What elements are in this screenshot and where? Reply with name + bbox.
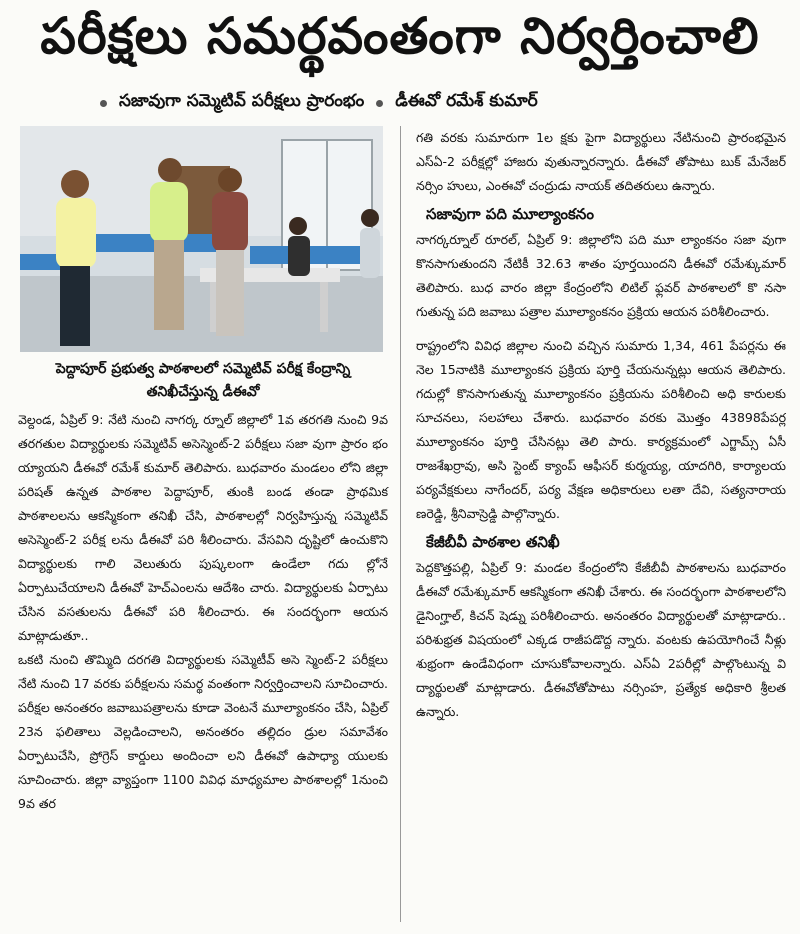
headline: పరీక్షలు సమర్థవంతంగా నిర్వర్తించాలి bbox=[40, 7, 760, 65]
deck-right: డీఈవో రమేశ్ కుమార్ bbox=[395, 91, 538, 111]
column-divider bbox=[400, 126, 401, 922]
right-column bbox=[416, 126, 786, 724]
paragraph: గతి వరకు సుమారుగా 1ల క్షకు పైగా విద్యార్థులు నేటినుంచి ప్రారంభమైన ఎస్ఏ-2 పరీక్షల్లో హాజరు వుతున్నారన్నారు. డీఈవో తోపాటు బుక్ మేనేజర్ నర్సిం హులు, ఎంఈవో చంద్రుడు నాయక్ తదితరులు ఉన్నారు. bbox=[416, 130, 786, 193]
bullet-icon bbox=[100, 100, 107, 107]
bullet-icon bbox=[376, 100, 383, 107]
left-column bbox=[18, 408, 388, 816]
news-photo bbox=[20, 126, 383, 352]
paragraph-gap bbox=[416, 324, 786, 334]
subheading: కేజీబీవీ పాఠశాల తనిఖీ bbox=[426, 533, 560, 551]
photo-caption: పెద్దాపూర్ ప్రభుత్వ పాఠశాలలో సమ్మెటివ్ పరీక్ష కేంద్రాన్ని తనిఖీచేస్తున్న డీఈవో bbox=[55, 361, 351, 400]
classroom-photo-illustration bbox=[20, 126, 383, 352]
paragraph: ఒకటి నుంచి తొమ్మిది దరగతి విద్యార్థులకు సమ్మెటీవ్ అసె స్మెంట్-2 పరీక్షలు నేటి నుంచి 17 వరకు పరీక్షలను సమర్థ వంతంగా నిర్వర్తించాలని సూచించారు. పరీక్షల అనంతరం జవాబుపత్రాలను కూడా వెంటనే మూల్యాంకనం చేసి, ఏప్రిల్ 23న ఫలితాలు వెల్లడించాలని, అనంతరం తల్లిదం డ్రుల సమావేశం ఏర్పాటుచేసి, ప్రోగ్రెస్ కార్డులు అందించా లని డీఈవో ఉపాధ్యా యులకు సూచించారు. జిల్లా వ్యాప్తంగా 1100 వివిధ మాధ్యమాల పాఠశాలల్లో 1నుంచి 9వ తర bbox=[18, 652, 388, 811]
paragraph: పెద్దకొత్తపల్లి, ఏప్రిల్ 9: మండల కేంద్రంలోని కేజీబీవీ పాఠశాలను బుధవారం డీఈవో రమేశ్కుమార్ ఆకస్మికంగా తనిఖీ చేశారు. ఈ సందర్భంగా పాఠశాలలోని డైనింగ్హాల్, కిచన్ షెడ్ను పరిశీలించారు. అనంతరం విద్యార్థులతో మాట్లాడారు.. పరిశుభ్రత విషయంలో ఎక్కడ రాజీపడొద్ద న్నారు. వంటకు ఉపయోగించే నీళ్లు శుభ్రంగా ఉండేవిధంగా చూసుకోవాలన్నారు. ఎస్ఏ 2పరీల్లో పాల్గొంటున్న వి ద్యార్థులతో మాట్లాడారు. డీఈవోతోపాటు నర్సింహ, ప్రత్యేక అధికారి శ్రీలత ఉన్నారు. bbox=[416, 560, 786, 719]
deck bbox=[100, 86, 700, 120]
paragraph: రాష్ట్రంలోని వివిధ జిల్లాల నుంచి వచ్చిన సుమారు 1,34, 461 పేపర్లను ఈ నెల 15నాటికి మూల్యాంకన ప్రక్రియ పూర్తి చేయనున్నట్లు ఆయన తెలిపారు. గదుల్లో కొనసాగుతున్న మూల్యాంకనం ప్రక్రియను పరిశీలించి అధి కారులకు సూచనలు, సలహాలు చేశారు. బుధవారం వరకు మొత్తం 43898పేపర్ల మూల్యాంకనం పూర్తి చేసినట్లు తెలి పారు. కార్యక్రమంలో ఎగ్జామ్స్ ఏసీ రాజశేఖర్రావు, అసి స్టెంట్ క్యాంప్ ఆఫీసర్ కుర్మయ్య, యాదగిరి, కార్యాలయ పర్యవేక్షకులు నాగేందర్, పర్య వేక్షణ అధికారులు లతా దేవి, సత్యనారాయ ణరెడ్డి, శ్రీనివాస్రెడ్డి పాల్గొన్నారు. bbox=[416, 338, 786, 521]
paragraph: వెల్దండ, ఏప్రిల్ 9: నేటి నుంచి నాగర్క ర్నూల్ జిల్లాలో 1వ తరగతి నుంచి 9వ తరగతుల విద్యార్థులకు సమ్మెటివ్ అసెస్మెంట్-2 పరీక్షలు సజా వుగా ప్రారం భం య్యాయని డీఈవో రమేశ్ కుమార్ తెలిపారు. బుధవారం మండలం లోని జిల్లా పరిషత్ ఉన్నత పాఠశాల పెద్దాపూర్, తుంకి బండ తండా ప్రాథమిక పాఠశాలలను ఆకస్మికంగా తనిఖీ చేసి, పాఠశాలల్లో నిర్వహిస్తున్న సమ్మెటివ్ అసెస్మెంట్-2 పరీక్ష లను డీఈవో పరి శీలించారు. వేసవిని దృష్టిలో ఉంచుకొని విద్యార్థులకు గాలి వెలుతురు పుష్కలంగా ఉండేలా గదు ల్లోనే ఏర్పాటుచేయాలని డీఈవో హెచ్ఎంలను ఆదేశిం చారు. విద్యార్థులకు ఏర్పాటు చేసిన వసతులను డీఈవో పరి శీలించారు. ఈ సందర్భంగా ఆయన మాట్లాడుతూ.. bbox=[18, 412, 388, 643]
deck-left: సజావుగా సమ్మెటివ్ పరీక్షలు ప్రారంభం bbox=[119, 91, 365, 111]
subheading: సజావుగా పది మూల్యాంకనం bbox=[426, 205, 594, 223]
paragraph: నాగర్కర్నూల్ రూరల్, ఏప్రిల్ 9: జిల్లాలోని పది మూ ల్యాంకనం సజా వుగా కొనసాగుతుందని నేటికీ 32.63 శాతం పూర్తయిందని డీఈవో రమేశ్కుమార్ తెలిపారు. బుధ వారం జిల్లా కేంద్రంలోని లిటిల్ ఫ్లవర్ పాఠశాలలో కొ నసా గుతున్న పది జవాబు పత్రాల మూల్యాంకనం ప్రక్రియ ఆయన పరిశీలించారు. bbox=[416, 232, 786, 319]
